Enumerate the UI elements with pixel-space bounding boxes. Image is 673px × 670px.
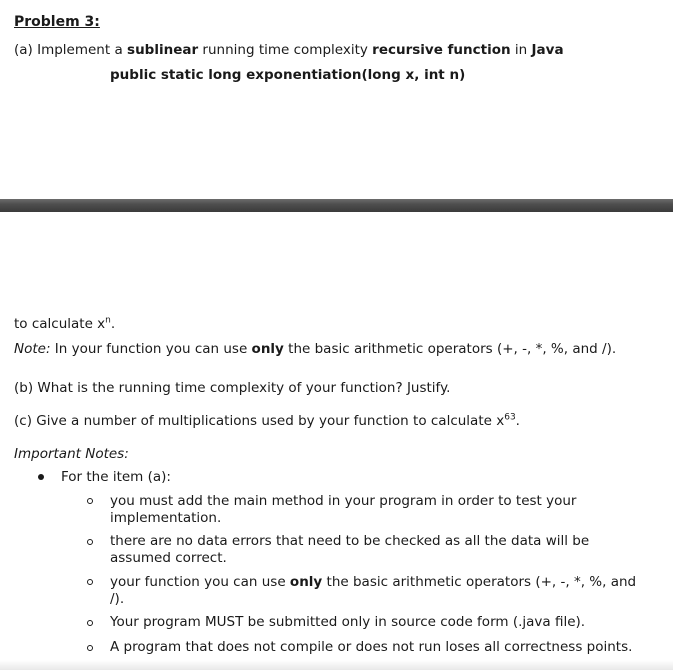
method-signature: public static long exponentiation(long x, int n): [110, 67, 466, 83]
note-item: A program that does not compile or does not run loses all correctness points.: [110, 639, 633, 655]
circle-bullet-icon: [87, 539, 93, 545]
problem-title: Problem 3:: [14, 14, 100, 30]
important-notes-heading: Important Notes:: [14, 446, 129, 462]
bullet-icon: [38, 474, 44, 480]
calc-text: to calculate $x^n$.: [14, 315, 116, 332]
note-item: your function you can use only the basic arithmetic operators (+, -, *, %, and /).: [110, 574, 637, 607]
note-item: you must add the main method in your program in order to test your implementation.: [110, 493, 577, 526]
page-divider: [0, 199, 673, 212]
circle-bullet-icon: [87, 645, 93, 651]
bottom-shadow: [0, 660, 673, 670]
bullet-text: For the item (a):: [61, 469, 171, 485]
circle-bullet-icon: [87, 579, 93, 585]
circle-bullet-icon: [87, 498, 93, 504]
note-text: Note: In your function you can use only the basic arithmetic operators (+, -, *, %, and /).: [14, 341, 617, 357]
note-item: Your program MUST be submitted only in source code form (.java file).: [110, 614, 586, 630]
note-item: there are no data errors that need to be checked as all the data will be assumed correct.: [110, 533, 590, 566]
circle-bullet-icon: [87, 620, 93, 626]
part-c-text: (c) Give a number of multiplications used by your function to calculate $x^{63}$.: [14, 412, 520, 429]
part-a-text: (a) Implement a sublinear running time complexity recursive function in Java: [14, 42, 564, 58]
part-b-text: (b) What is the running time complexity of your function? Justify.: [14, 380, 451, 396]
